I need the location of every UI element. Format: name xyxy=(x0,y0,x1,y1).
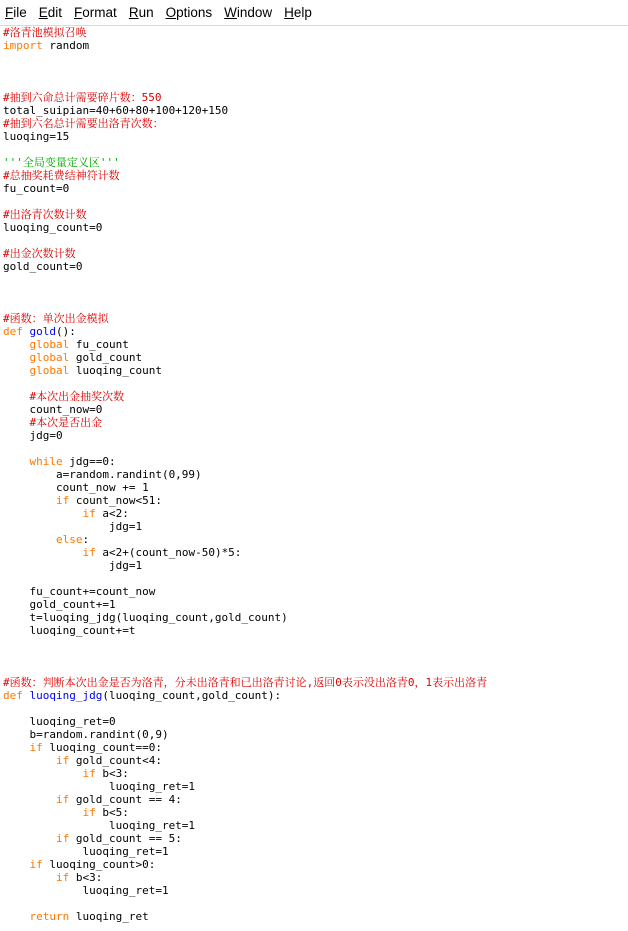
code-token-plain: gold_count+=1 xyxy=(3,598,116,611)
code-token-keyword: else xyxy=(55,533,83,546)
code-line xyxy=(3,325,76,338)
code-token-plain xyxy=(3,793,56,806)
code-token-plain xyxy=(3,754,56,767)
code-token-plain: total_suipian=40+60+80+100+120+150 xyxy=(3,104,229,117)
code-line xyxy=(3,403,102,416)
code-token-plain: : xyxy=(82,533,90,546)
code-line xyxy=(3,793,182,806)
code-token-keyword: if xyxy=(55,793,70,806)
code-token-plain xyxy=(3,390,30,403)
code-line xyxy=(3,208,87,221)
code-line xyxy=(3,130,69,143)
code-token-defname: luoqing_jdg xyxy=(29,689,103,702)
code-token-plain: b<3: xyxy=(95,767,129,780)
code-token-plain: gold_count=0 xyxy=(3,260,83,273)
code-token-plain: random xyxy=(42,39,90,52)
code-token-comment: #总抽奖耗费结神符计数 xyxy=(3,169,120,182)
code-line xyxy=(3,247,76,260)
code-line xyxy=(3,611,288,624)
code-token-plain: jdg==0: xyxy=(62,455,116,468)
code-line xyxy=(3,104,228,117)
code-line xyxy=(3,858,155,871)
code-token-keyword: if xyxy=(29,741,43,754)
menu-edit[interactable]: Edit xyxy=(38,5,63,20)
menu-window[interactable]: Window xyxy=(224,5,273,20)
code-line xyxy=(3,494,162,507)
code-line xyxy=(3,585,155,598)
code-token-plain: (): xyxy=(56,325,76,338)
code-line xyxy=(3,156,120,169)
code-token-plain: a<2+(count_now-50)*5: xyxy=(95,546,242,559)
code-line xyxy=(3,728,169,741)
code-token-plain xyxy=(3,767,82,780)
code-token-keyword: global xyxy=(29,364,70,377)
code-token-plain: luoqing_ret=1 xyxy=(3,780,196,793)
code-line xyxy=(3,416,102,429)
code-line xyxy=(3,598,116,611)
code-token-plain: jdg=1 xyxy=(3,520,143,533)
code-line xyxy=(3,624,135,637)
code-line xyxy=(3,546,241,559)
code-token-comment: #出金次数计数 xyxy=(3,247,76,260)
code-token-plain: luoqing_count==0: xyxy=(42,741,162,754)
code-line xyxy=(3,832,182,845)
code-token-comment: #函数：判断本次出金是否为洛青，分未出洛青和已出洛青讨论,返回0表示没出洛青0，1表示出洛青 xyxy=(3,676,488,689)
code-token-plain: count_now=0 xyxy=(3,403,103,416)
code-token-plain: gold_count == 4: xyxy=(69,793,182,806)
code-token-plain xyxy=(23,325,30,338)
code-line xyxy=(3,455,116,468)
code-token-keyword: def xyxy=(3,689,23,702)
code-token-plain: luoqing_count=0 xyxy=(3,221,103,234)
code-token-plain: a<2: xyxy=(95,507,129,520)
code-token-keyword: while xyxy=(29,455,63,468)
code-token-plain xyxy=(3,416,30,429)
code-token-plain: luoqing_ret xyxy=(69,910,149,923)
code-token-plain: luoqing_ret=1 xyxy=(3,845,169,858)
code-token-plain: a=random.randint(0,99) xyxy=(3,468,202,481)
code-line xyxy=(3,754,162,767)
menu-bar xyxy=(0,0,628,26)
code-token-plain xyxy=(3,871,56,884)
code-token-plain xyxy=(3,546,82,559)
code-line xyxy=(3,741,162,754)
code-line xyxy=(3,767,129,780)
code-token-plain: t=luoqing_jdg(luoqing_count,gold_count) xyxy=(3,611,288,624)
code-token-plain: b<3: xyxy=(69,871,103,884)
code-line xyxy=(3,806,129,819)
code-line xyxy=(3,533,89,546)
code-line xyxy=(3,260,82,273)
code-token-plain: luoqing=15 xyxy=(3,130,70,143)
code-token-plain: fu_count xyxy=(69,338,129,351)
code-token-comment: #函数：单次出金模拟 xyxy=(3,312,109,325)
code-token-plain: fu_count+=count_now xyxy=(3,585,156,598)
code-line xyxy=(3,780,195,793)
code-token-keyword: def xyxy=(3,325,23,338)
code-token-plain xyxy=(3,507,82,520)
code-token-keyword: if xyxy=(55,871,70,884)
code-token-keyword: if xyxy=(29,858,43,871)
code-line xyxy=(3,689,281,702)
code-token-comment: #洛青池模拟召唤 xyxy=(3,26,87,39)
code-line xyxy=(3,676,487,689)
code-token-keyword: return xyxy=(29,910,70,923)
code-token-keyword: if xyxy=(82,806,96,819)
code-token-plain: count_now += 1 xyxy=(3,481,149,494)
code-token-plain: fu_count=0 xyxy=(3,182,70,195)
code-line xyxy=(3,351,142,364)
code-token-keyword: if xyxy=(55,832,70,845)
code-token-plain: luoqing_ret=1 xyxy=(3,819,196,832)
code-token-plain xyxy=(3,455,30,468)
code-token-plain xyxy=(3,338,30,351)
code-line xyxy=(3,169,120,182)
code-token-plain xyxy=(3,910,30,923)
code-token-keyword: if xyxy=(82,546,96,559)
code-line xyxy=(3,390,124,403)
code-line xyxy=(3,871,102,884)
code-token-comment: #抽到六名总计需要出洛青次数： xyxy=(3,117,164,130)
code-line xyxy=(3,26,87,39)
code-line xyxy=(3,468,202,481)
code-line xyxy=(3,91,162,104)
code-token-plain: (luoqing_count,gold_count): xyxy=(102,689,282,702)
code-token-defname: gold xyxy=(29,325,56,338)
code-line xyxy=(3,910,149,923)
code-token-string: '''全局变量定义区''' xyxy=(3,156,120,169)
code-token-plain: luoqing_ret=1 xyxy=(3,884,169,897)
code-line xyxy=(3,845,169,858)
code-token-plain: gold_count xyxy=(69,351,143,364)
code-line xyxy=(3,364,162,377)
code-token-plain: luoqing_ret=0 xyxy=(3,715,116,728)
code-token-comment: #本次是否出金 xyxy=(29,416,103,429)
code-line xyxy=(3,819,195,832)
code-token-plain xyxy=(3,533,56,546)
code-token-plain xyxy=(3,494,56,507)
menu-options[interactable]: Options xyxy=(165,5,213,20)
menu-format[interactable]: Format xyxy=(74,5,117,20)
code-token-plain xyxy=(3,832,56,845)
code-line xyxy=(3,221,102,234)
code-token-comment: #本次出金抽奖次数 xyxy=(29,390,125,403)
code-line xyxy=(3,520,142,533)
code-token-plain xyxy=(3,806,82,819)
code-token-plain: luoqing_count+=t xyxy=(3,624,136,637)
code-token-plain xyxy=(3,858,30,871)
code-token-plain: jdg=1 xyxy=(3,559,143,572)
code-token-keyword: global xyxy=(29,351,70,364)
menu-run[interactable]: Run xyxy=(128,5,154,20)
code-token-keyword: import xyxy=(3,39,43,52)
code-token-plain: gold_count<4: xyxy=(69,754,162,767)
code-token-plain: luoqing_count xyxy=(69,364,162,377)
code-line xyxy=(3,507,129,520)
code-token-plain: gold_count == 5: xyxy=(69,832,182,845)
code-line xyxy=(3,481,149,494)
menu-help[interactable]: Help xyxy=(284,5,312,20)
code-token-comment: #出洛青次数计数 xyxy=(3,208,87,221)
code-line xyxy=(3,182,69,195)
code-token-comment: #抽到六命总计需要碎片数：550 xyxy=(3,91,162,104)
code-token-keyword: if xyxy=(82,767,96,780)
code-token-keyword: global xyxy=(29,338,70,351)
code-line xyxy=(3,338,129,351)
code-line xyxy=(3,429,63,442)
code-line xyxy=(3,39,89,52)
code-line xyxy=(3,117,164,130)
code-token-plain xyxy=(3,351,30,364)
code-token-plain xyxy=(23,689,30,702)
code-token-plain xyxy=(3,364,30,377)
code-line xyxy=(3,884,169,897)
code-token-plain: b=random.randint(0,9) xyxy=(3,728,169,741)
code-token-keyword: if xyxy=(55,494,70,507)
code-token-plain: b<5: xyxy=(95,806,129,819)
code-token-keyword: if xyxy=(82,507,96,520)
code-token-plain: jdg=0 xyxy=(3,429,63,442)
code-line xyxy=(3,559,142,572)
code-token-plain xyxy=(3,741,30,754)
code-line xyxy=(3,312,109,325)
code-token-plain: count_now<51: xyxy=(69,494,162,507)
code-line xyxy=(3,715,116,728)
code-token-plain: luoqing_count>0: xyxy=(42,858,156,871)
menu-file[interactable]: File xyxy=(5,5,27,20)
code-token-keyword: if xyxy=(55,754,70,767)
code-editor[interactable] xyxy=(3,26,625,928)
